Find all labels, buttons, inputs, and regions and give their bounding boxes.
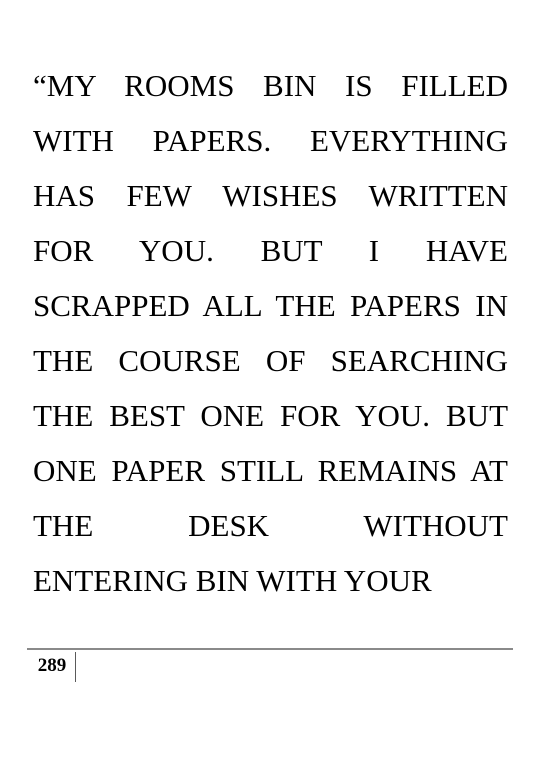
text-line-last: ENTERING BIN WITH YOUR — [33, 563, 432, 598]
text-line: WITH PAPERS. EVERYTHING — [33, 123, 508, 158]
text-line: THE DESK WITHOUT — [33, 508, 508, 543]
text-line: ONE PAPER STILL REMAINS AT — [33, 453, 508, 488]
text-line: THE COURSE OF SEARCHING — [33, 343, 508, 378]
text-line: SCRAPPED ALL THE PAPERS IN — [33, 288, 508, 323]
body-text — [33, 58, 508, 608]
page-number-divider — [75, 652, 76, 682]
text-line: FOR YOU. BUT I HAVE — [33, 233, 508, 268]
footer-rule — [27, 648, 513, 650]
text-line: THE BEST ONE FOR YOU. BUT — [33, 398, 508, 433]
page-number: 289 — [37, 655, 67, 676]
text-line: HAS FEW WISHES WRITTEN — [33, 178, 508, 213]
text-line: “MY ROOMS BIN IS FILLED — [33, 68, 508, 103]
